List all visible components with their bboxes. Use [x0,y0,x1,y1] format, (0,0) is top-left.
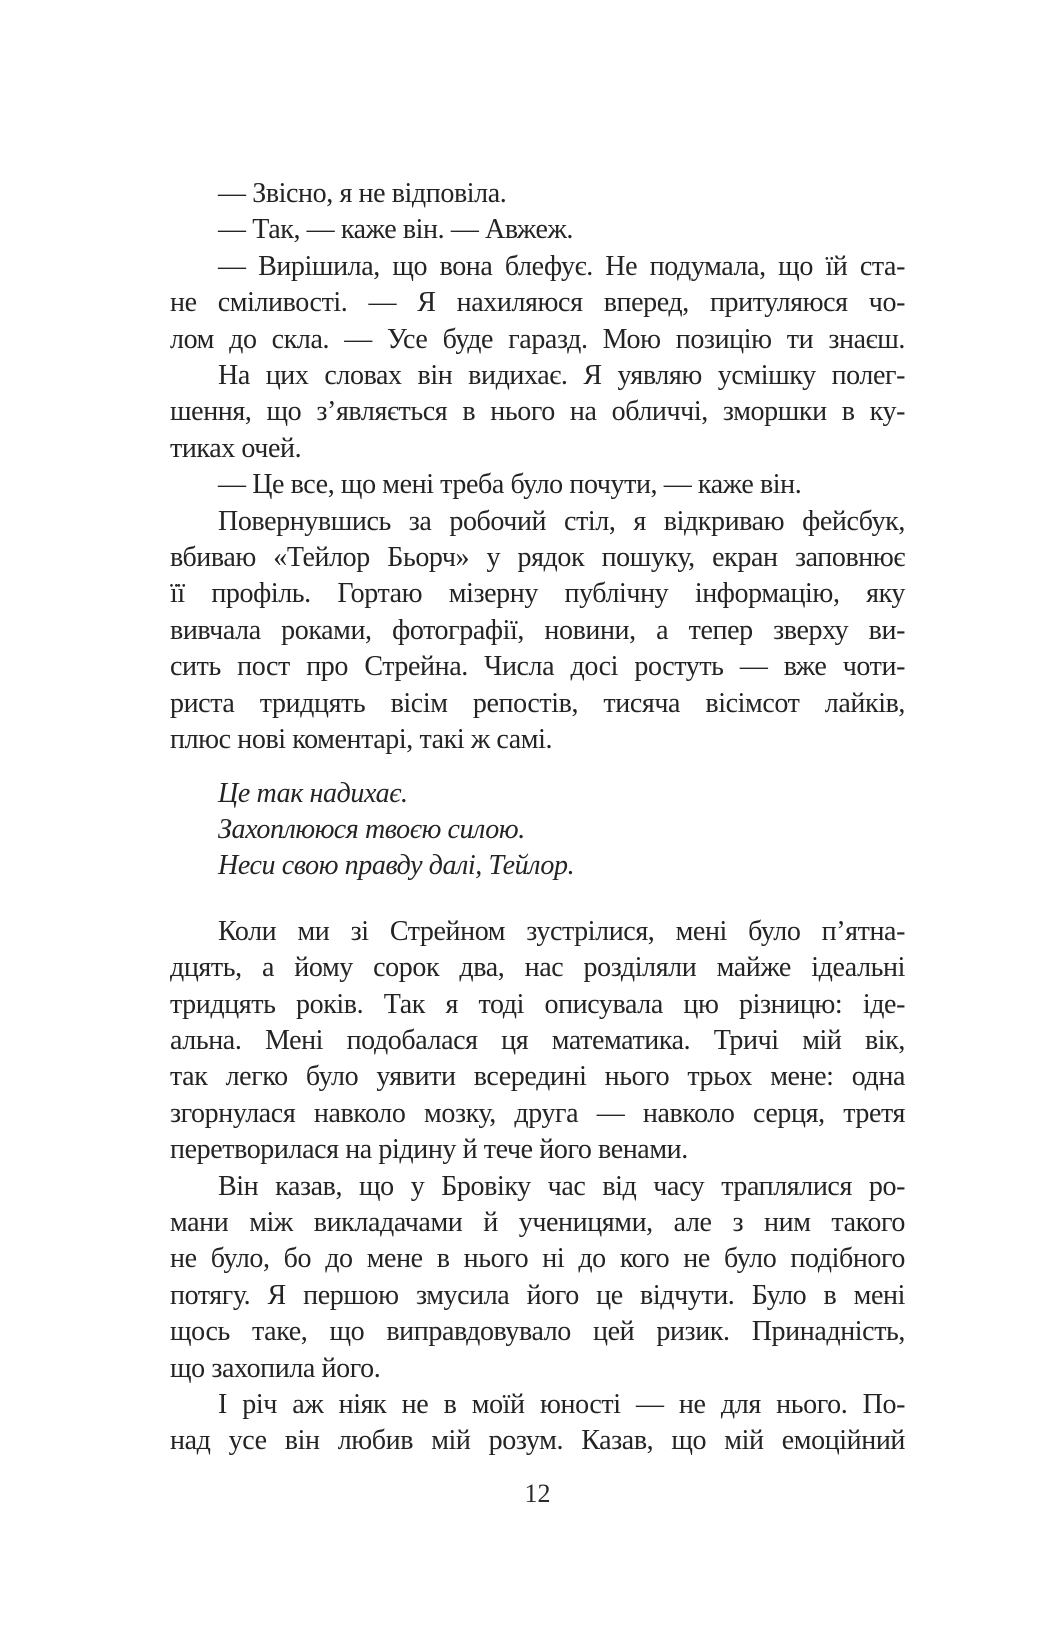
text-line: що захопила його. [170,1352,381,1384]
paragraph [170,249,905,358]
text-line: — Звісно, я не відповіла. [218,178,507,209]
text-line: мани між викладачами й ученицями, але з ним такого [170,1206,905,1238]
text-line: альна. Мені подобалася ця математика. Тричі мій вік, [170,1024,905,1056]
page-number: 12 [524,1479,551,1508]
text-line: — Так, — каже він. — Авжеж. [218,214,574,246]
text-line: — Вирішила, що вона блефує. Не подумала, що їй ста- [218,250,905,282]
text-line: згорнулася навколо мозку, друга — навколо серця, третя [170,1097,905,1129]
paragraph [170,504,905,759]
text-line: Він казав, що у Бровіку час від часу траплялися ро- [218,1170,905,1202]
text-line: Це так надихає. [218,777,408,809]
text-line: Захоплююся твоєю силою. [218,813,525,845]
text-line: Повернувшись за робочий стіл, я відкриваю фейсбук, [218,505,905,537]
text-line: потягу. Я першою змусила його це відчути. Було в мені [170,1279,905,1311]
paragraph [170,467,905,503]
text-line: — Це все, що мені треба було почути, — каже він. [218,469,802,501]
text-line: перетворилася на рідину й тече його венами. [170,1134,688,1166]
text-line: Коли ми зі Стрейном зустрілися, мені було п’ятна- [218,915,905,947]
text-line: її профіль. Гортаю мізерну публічну інформацію, яку [170,578,905,610]
text-line: над усе він любив мій розум. Казав, що мій емоційний [170,1425,905,1457]
text-line: вбиваю «Тейлор Бьорч» у рядок пошуку, екран заповнює [170,542,905,574]
text-line: лом до скла. — Усе буде гаразд. Мою позицію ти знаєш. [170,323,905,355]
paragraph [170,914,905,1169]
text-line: так легко було уявити всередині нього трьох мене: одна [170,1061,905,1093]
text-line: вивчала роками, фотографії, новини, а тепер зверху ви- [170,614,905,646]
text-line: тридцять років. Так я тоді описувала цю різницю: іде- [170,988,905,1020]
text-line: плюс нові коментарі, такі ж самі. [170,724,553,756]
text-line: не сміливості. — Я нахиляюся вперед, притуляюся чо- [170,287,905,319]
paragraph [170,1387,905,1460]
text-line: сить пост про Стрейна. Числа досі ростуть — вже чоти- [170,651,905,683]
paragraph [170,212,905,248]
paragraph [170,1169,905,1387]
paragraph [170,358,905,467]
text-line: І річ аж ніяк не в моїй юності — не для нього. По- [218,1389,905,1420]
text-block [170,176,905,1460]
text-line: Неси свою правду далі, Тейлор. [218,850,575,882]
text-line: не було, бо до мене в нього ні до кого не було подібного [170,1243,905,1275]
text-line: тиках очей. [170,432,302,464]
text-line: шення, що з’являється в нього на обличчі, зморшки в ку- [170,396,905,428]
text-line: щось таке, що виправдовувало цей ризик. Принадність, [170,1316,905,1348]
text-line: На цих словах він видихає. Я уявляю усмішку полег- [218,360,905,392]
text-line: риста тридцять вісім репостів, тисяча вісімсот лайків, [170,687,905,719]
text-line: дцять, а йому сорок два, нас розділяли майже ідеальні [170,952,905,984]
paragraph [170,776,905,885]
paragraph [170,176,905,212]
